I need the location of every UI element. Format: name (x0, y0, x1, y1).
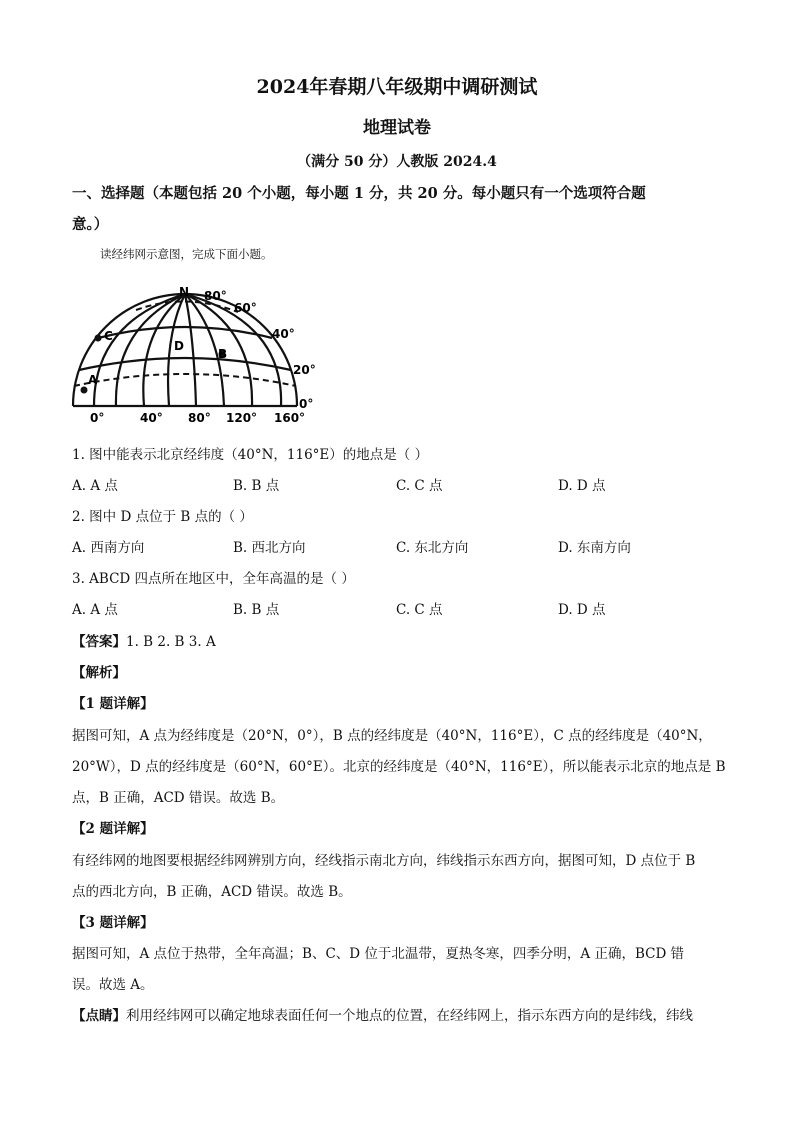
question-3-stem: 3. ABCD 四点所在地区中，全年高温的是（ ） (72, 571, 355, 587)
answer-text: 1. B 2. B 3. A (126, 634, 216, 650)
detail-2-line-1: 有经纬网的地图要根据经纬网辨别方向，经线指示南北方向，纬线指示东西方向，据图可知，D 点位于 B (72, 853, 696, 869)
graticule-figure (66, 282, 316, 427)
q1-option-d: D. D 点 (558, 478, 606, 494)
question-2-stem: 2. 图中 D 点位于 B 点的（ ） (72, 509, 253, 525)
exam-meta: （满分 50 分）人教版 2024.4 (297, 154, 497, 170)
q3-option-b: B. B 点 (233, 602, 280, 618)
q2-option-c: C. 东北方向 (396, 540, 469, 556)
detail-3-line-1: 据图可知，A 点位于热带，全年高温；B、C、D 位于北温带，夏热冬寒，四季分明，A 正确，BCD 错 (72, 946, 685, 962)
tip-text: 利用经纬网可以确定地球表面任何一个地点的位置，在经纬网上，指示东西方向的是纬线，纬线 (126, 1008, 693, 1024)
point-label-c: C (104, 329, 113, 343)
label-lat-20: 20° (293, 363, 316, 377)
detail-2-line-2: 点的西北方向，B 正确，ACD 错误。故选 B。 (72, 884, 352, 900)
detail-3-heading: 【3 题详解】 (72, 915, 154, 931)
q2-option-a: A. 西南方向 (72, 540, 145, 556)
answer-line (72, 630, 216, 650)
point-label-d: D (174, 339, 184, 353)
detail-1-line-1: 据图可知，A 点为经纬度是（20°N，0°），B 点的经纬度是（40°N，116°E），C 点的经纬度是（40°N， (72, 728, 712, 744)
q1-option-c: C. C 点 (396, 478, 443, 494)
figure-instruction: 读经纬网示意图，完成下面小题。 (100, 247, 273, 261)
subject-title: 地理试卷 (363, 118, 431, 138)
detail-1-line-2: 20°W），D 点的经纬度是（60°N，60°E）。北京的经纬度是（40°N，116°E），所以能表示北京的地点是 B (72, 759, 726, 775)
detail-2-heading: 【2 题详解】 (72, 821, 154, 837)
label-lon-40: 40° (140, 411, 163, 425)
q1-option-a: A. A 点 (72, 478, 118, 494)
label-lon-80: 80° (188, 411, 211, 425)
label-lon-160: 160° (274, 411, 306, 425)
point-label-b: B (218, 347, 228, 361)
q3-option-c: C. C 点 (396, 602, 443, 618)
detail-1-line-3: 点，B 正确，ACD 错误。故选 B。 (72, 790, 285, 806)
section-heading-line2: 意。） (72, 216, 109, 233)
label-lon-0: 0° (90, 411, 105, 425)
answer-label: 【答案】 (72, 634, 126, 650)
tip-line (72, 1004, 693, 1024)
analysis-label: 【解析】 (72, 665, 126, 681)
detail-3-line-2: 误。故选 A。 (72, 977, 154, 993)
q2-option-b: B. 西北方向 (233, 540, 306, 556)
question-1-stem: 1. 图中能表示北京经纬度（40°N，116°E）的地点是（ ） (72, 447, 429, 463)
label-lat-0: 0° (299, 397, 314, 411)
label-north: N (179, 285, 190, 299)
label-lat-40: 40° (272, 327, 295, 341)
point-label-a: A (88, 373, 98, 387)
q2-option-d: D. 东南方向 (558, 540, 631, 556)
tip-label: 【点睛】 (72, 1008, 126, 1024)
q3-option-a: A. A 点 (72, 602, 118, 618)
detail-1-heading: 【1 题详解】 (72, 696, 154, 712)
label-lon-120: 120° (226, 411, 258, 425)
q3-option-d: D. D 点 (558, 602, 606, 618)
label-lat-60: 60° (234, 301, 257, 315)
page-title: 2024年春期八年级期中调研测试 (256, 76, 538, 98)
label-lat-80: 80° (204, 289, 227, 303)
section-heading-line1: 一、选择题（本题包括 20 个小题，每小题 1 分，共 20 分。每小题只有一个选项符合题 (72, 185, 646, 202)
q1-option-b: B. B 点 (233, 478, 280, 494)
